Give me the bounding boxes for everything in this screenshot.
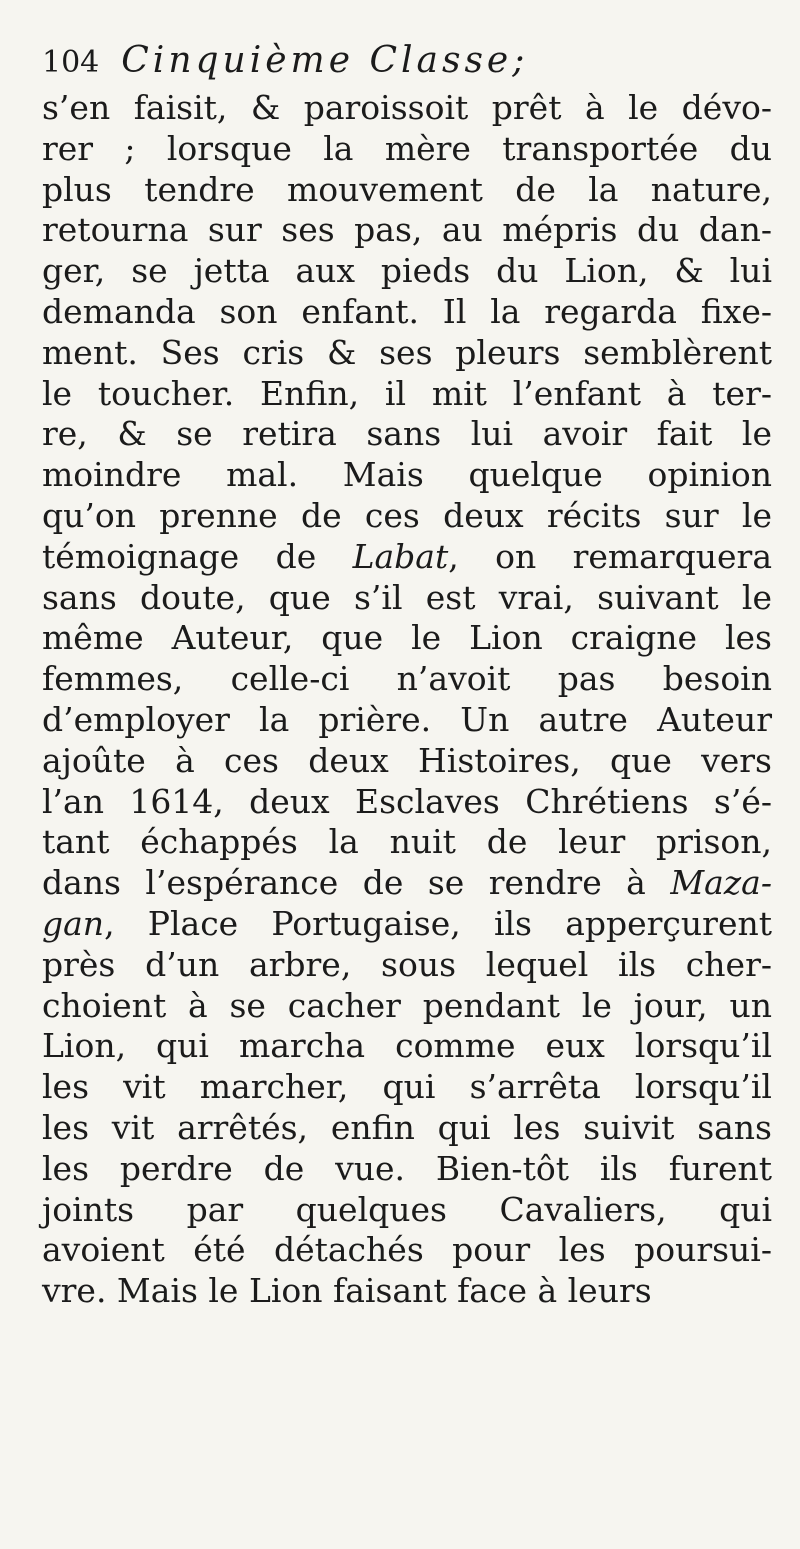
text-line: plus tendre mouvement de la nature,: [42, 169, 772, 209]
italic-name: Maza-: [670, 863, 772, 903]
body-text: [42, 88, 772, 1312]
running-title: Cinquième Classe;: [121, 40, 529, 81]
text-line: les perdre de vue. Bien-tôt ils furent: [42, 1148, 772, 1188]
text-line: demanda son enfant. Il la regarda fixe-: [42, 291, 772, 331]
text-line: même Auteur, que le Lion craigne les: [42, 618, 772, 658]
text-line: les vit marcher, qui s’arrêta lorsqu’il: [42, 1067, 772, 1107]
text-line: dans l’espérance de se rendre à Maza-: [42, 863, 772, 903]
text-line: re, & se retira sans lui avoir fait le: [42, 414, 772, 454]
text-line: ajoûte à ces deux Histoires, que vers: [42, 740, 772, 780]
italic-name: gan: [42, 903, 105, 943]
text-line: femmes, celle-ci n’avoit pas besoin: [42, 659, 772, 699]
text-line: les vit arrêtés, enfin qui les suivit sans: [42, 1107, 772, 1147]
page-header: [42, 40, 528, 84]
text-line: retourna sur ses pas, au mépris du dan-: [42, 210, 772, 250]
text-line: choient à se cacher pendant le jour, un: [42, 985, 772, 1025]
italic-name: Labat: [352, 536, 449, 576]
text-line: qu’on prenne de ces deux récits sur le: [42, 495, 772, 535]
text-line: témoignage de Labat, on remarquera: [42, 536, 772, 576]
text-line: sans doute, que s’il est vrai, suivant le: [42, 577, 772, 617]
text-line: ment. Ses cris & ses pleurs semblèrent: [42, 332, 772, 372]
text-line: rer ; lorsque la mère transportée du: [42, 128, 772, 168]
text-line: avoient été détachés pour les poursui-: [42, 1230, 772, 1270]
text-line: gan, Place Portugaise, ils apperçurent: [42, 903, 772, 943]
text-line: s’en faisit, & paroissoit prêt à le dévo-: [42, 88, 772, 127]
text-line: l’an 1614, deux Esclaves Chrétiens s’é-: [42, 781, 772, 821]
text-line: moindre mal. Mais quelque opinion: [42, 455, 772, 495]
text-line: près d’un arbre, sous lequel ils cher-: [42, 944, 772, 984]
text-line: vre. Mais le Lion faisant face à leurs: [42, 1271, 652, 1311]
text-line: le toucher. Enfin, il mit l’enfant à ter-: [42, 373, 772, 413]
text-line: ger, se jetta aux pieds du Lion, & lui: [42, 251, 772, 291]
text-line: d’employer la prière. Un autre Auteur: [42, 699, 772, 739]
page-number: 104: [42, 45, 100, 80]
text-line: tant échappés la nuit de leur prison,: [42, 822, 772, 862]
text-line: joints par quelques Cavaliers, qui: [42, 1189, 772, 1229]
text-line: Lion, qui marcha comme eux lorsqu’il: [42, 1026, 772, 1066]
